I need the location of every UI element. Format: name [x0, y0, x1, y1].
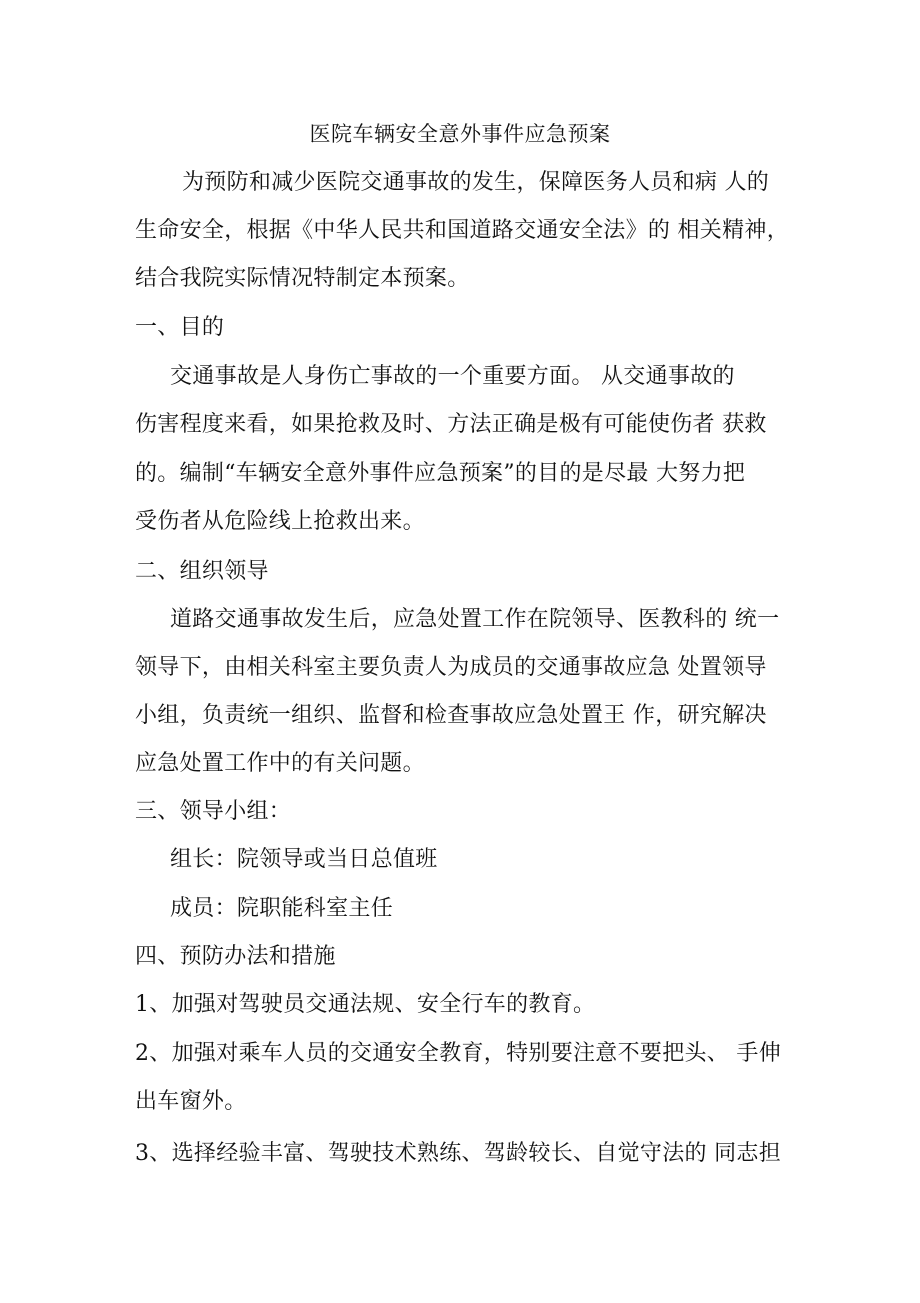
section-2-line-1: 道路交通事故发生后，应急处置工作在院领导、医教科的 统一 [170, 607, 780, 632]
section-2-line-2: 领导下，由相关科室主要负责人为成员的交通事故应急 处置领导 [135, 655, 767, 680]
section-4-item-2-cont: 出车窗外。 [135, 1089, 247, 1114]
section-2-line-3: 小组，负责统一组织、监督和检查事故应急处置王 作，研究解决 [135, 703, 767, 728]
section-4-item-1: 1、加强对驾驶员交通法规、安全行车的教育。 [135, 992, 596, 1017]
section-4-heading: 四、预防办法和措施 [135, 944, 336, 969]
section-1-line-1: 交通事故是人身伤亡事故的一个重要方面。 从交通事故的 [170, 364, 735, 389]
section-1-line-2: 伤害程度来看，如果抢救及时、方法正确是极有可能使伤者 获救 [135, 412, 767, 437]
section-3-members: 成员：院职能科室主任 [170, 896, 394, 921]
intro-line-3: 结合我院实际情况特制定本预案。 [135, 266, 470, 291]
intro-line-1: 为预防和减少医院交通事故的发生，保障医务人员和病 人的 [182, 170, 770, 195]
section-3-leader: 组长：院领导或当日总值班 [170, 847, 438, 872]
section-2-heading: 二、组织领导 [135, 559, 269, 584]
section-1-line-4: 受伤者从危险线上抢救出来。 [135, 509, 425, 534]
document-title: 医院车辆安全意外事件应急预案 [309, 122, 611, 146]
section-2-line-4: 应急处置工作中的有关问题。 [135, 751, 425, 776]
section-4-item-3: 3、选择经验丰富、驾驶技术熟练、驾龄较长、自觉守法的 同志担 [135, 1141, 781, 1166]
section-4-item-2: 2、加强对乘车人员的交通安全教育，特别要注意不要把头、 手伸 [135, 1041, 781, 1066]
intro-line-2: 生命安全，根据《中华人民共和国道路交通安全法》的 相关精神， [135, 218, 789, 243]
section-1-line-3: 的。编制“车辆安全意外事件应急预案”的目的是尽最 大努力把 [135, 461, 746, 486]
section-1-heading: 一、目的 [135, 315, 225, 340]
section-3-heading: 三、领导小组： [135, 799, 292, 824]
